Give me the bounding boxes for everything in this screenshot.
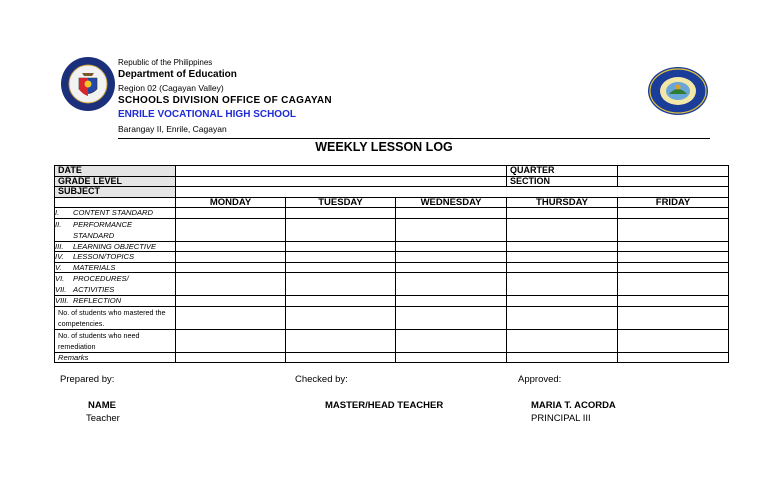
- row-label: I. CONTENT STANDARD: [55, 208, 176, 219]
- teacher-role: Teacher: [86, 413, 120, 424]
- header-divider: [118, 138, 710, 139]
- corner-cell: [55, 197, 176, 208]
- cell[interactable]: [176, 296, 286, 307]
- cell[interactable]: [396, 241, 507, 252]
- learning-objective-row: [55, 241, 729, 252]
- cell[interactable]: [618, 252, 729, 263]
- cell[interactable]: [176, 252, 286, 263]
- grade-level-field[interactable]: [176, 176, 507, 187]
- cell[interactable]: [396, 352, 507, 363]
- school-seal-logo: [647, 66, 709, 116]
- cell[interactable]: [176, 241, 286, 252]
- cell[interactable]: [176, 306, 286, 329]
- date-row: [55, 166, 729, 177]
- cell[interactable]: [396, 273, 507, 296]
- head-teacher-name: MASTER/HEAD TEACHER: [325, 400, 444, 411]
- deped-seal-logo: [60, 56, 116, 112]
- row-label: III. LEARNING OBJECTIVE: [55, 241, 176, 252]
- cell[interactable]: [396, 252, 507, 263]
- cell[interactable]: [286, 273, 396, 296]
- cell[interactable]: [176, 329, 286, 352]
- row-label: VIII. REFLECTION: [55, 296, 176, 307]
- subject-row: [55, 187, 729, 198]
- mastered-row: [55, 306, 729, 329]
- checked-by-label: Checked by:: [295, 374, 348, 385]
- date-label: DATE: [55, 166, 176, 177]
- day-header: THURSDAY: [507, 197, 618, 208]
- cell[interactable]: [507, 352, 618, 363]
- republic-text: Republic of the Philippines: [118, 58, 213, 67]
- cell[interactable]: [507, 329, 618, 352]
- date-field[interactable]: [176, 166, 507, 177]
- day-header: MONDAY: [176, 197, 286, 208]
- school-name: ENRILE VOCATIONAL HIGH SCHOOL: [118, 109, 296, 120]
- teacher-name: NAME: [88, 400, 116, 411]
- cell[interactable]: [507, 262, 618, 273]
- cell[interactable]: [507, 218, 618, 241]
- cell[interactable]: [618, 296, 729, 307]
- cell[interactable]: [396, 296, 507, 307]
- content-standard-row: [55, 208, 729, 219]
- cell[interactable]: [618, 241, 729, 252]
- cell[interactable]: [618, 329, 729, 352]
- performance-standard-row: [55, 218, 729, 241]
- row-label: II. PERFORMANCE STANDARD: [55, 218, 176, 241]
- cell[interactable]: [396, 306, 507, 329]
- cell[interactable]: [618, 218, 729, 241]
- cell[interactable]: [286, 252, 396, 263]
- cell[interactable]: [396, 262, 507, 273]
- cell[interactable]: [286, 329, 396, 352]
- cell[interactable]: [286, 218, 396, 241]
- remarks-row: [55, 352, 729, 363]
- cell[interactable]: [618, 306, 729, 329]
- row-label: VI. PROCEDURES/ VII. ACTIVITIES: [55, 273, 176, 296]
- school-address: Barangay II, Enrile, Cagayan: [118, 124, 227, 134]
- mastered-label: No. of students who mastered the competencies.: [55, 306, 176, 329]
- cell[interactable]: [176, 352, 286, 363]
- page-title: WEEKLY LESSON LOG: [315, 140, 453, 154]
- subject-label: SUBJECT: [55, 187, 176, 198]
- cell[interactable]: [286, 208, 396, 219]
- section-field[interactable]: [618, 176, 729, 187]
- remediation-row: [55, 329, 729, 352]
- cell[interactable]: [618, 208, 729, 219]
- approved-label: Approved:: [518, 374, 562, 385]
- division-text: SCHOOLS DIVISION OFFICE OF CAGAYAN: [118, 95, 332, 106]
- row-label: IV. LESSON/TOPICS: [55, 252, 176, 263]
- lesson-topics-row: [55, 252, 729, 263]
- cell[interactable]: [507, 208, 618, 219]
- day-header: WEDNESDAY: [396, 197, 507, 208]
- reflection-row: [55, 296, 729, 307]
- quarter-label: QUARTER: [507, 166, 618, 177]
- cell[interactable]: [286, 306, 396, 329]
- cell[interactable]: [176, 218, 286, 241]
- cell[interactable]: [176, 262, 286, 273]
- cell[interactable]: [507, 273, 618, 296]
- cell[interactable]: [176, 208, 286, 219]
- cell[interactable]: [286, 352, 396, 363]
- procedures-row: [55, 273, 729, 296]
- cell[interactable]: [176, 273, 286, 296]
- subject-field[interactable]: [176, 187, 729, 198]
- cell[interactable]: [618, 273, 729, 296]
- remarks-label: Remarks: [55, 352, 176, 363]
- remediation-label: No. of students who need remediation: [55, 329, 176, 352]
- cell[interactable]: [618, 262, 729, 273]
- cell[interactable]: [618, 352, 729, 363]
- day-header: TUESDAY: [286, 197, 396, 208]
- principal-name: MARIA T. ACORDA: [531, 400, 616, 411]
- cell[interactable]: [507, 306, 618, 329]
- department-text: Department of Education: [118, 69, 237, 80]
- cell[interactable]: [286, 262, 396, 273]
- cell[interactable]: [396, 218, 507, 241]
- cell[interactable]: [507, 296, 618, 307]
- day-header: FRIDAY: [618, 197, 729, 208]
- region-text: Region 02 (Cagayan Valley): [118, 83, 224, 93]
- principal-role: PRINCIPAL III: [531, 413, 591, 424]
- cell[interactable]: [507, 252, 618, 263]
- cell[interactable]: [396, 329, 507, 352]
- grade-level-label: GRADE LEVEL: [55, 176, 176, 187]
- cell[interactable]: [396, 208, 507, 219]
- day-header-row: [55, 197, 729, 208]
- cell[interactable]: [507, 241, 618, 252]
- lesson-log-table: [54, 165, 729, 363]
- cell[interactable]: [286, 241, 396, 252]
- materials-row: [55, 262, 729, 273]
- grade-row: [55, 176, 729, 187]
- row-label: V. MATERIALS: [55, 262, 176, 273]
- quarter-field[interactable]: [618, 166, 729, 177]
- cell[interactable]: [286, 296, 396, 307]
- section-label: SECTION: [507, 176, 618, 187]
- prepared-by-label: Prepared by:: [60, 374, 115, 385]
